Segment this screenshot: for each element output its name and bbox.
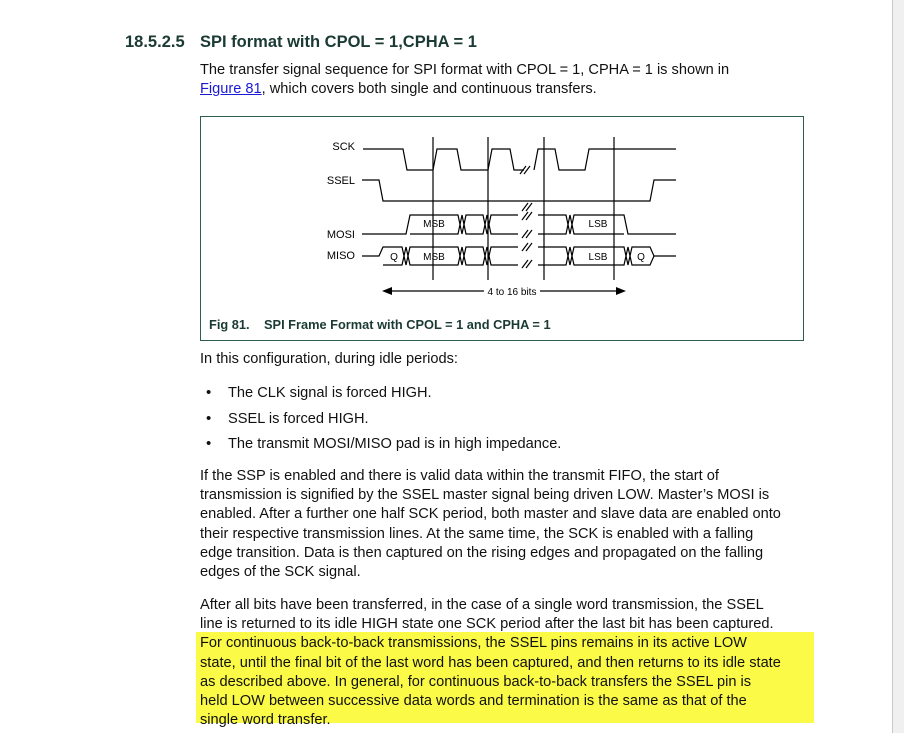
figure-81-link[interactable]: Figure 81 (200, 81, 262, 98)
idle-bullet-list (206, 380, 561, 457)
figure-caption-label: Fig 81. (209, 317, 250, 332)
spi-timing-diagram (0, 0, 904, 340)
figure-caption (209, 317, 551, 332)
mosi-lsb-label: LSB (588, 219, 608, 230)
paragraph-transmission-start: If the SSP is enabled and there is valid data within the transmit FIFO, the start of transmission is signified by the SSEL master signal being driven LOW. Master’s MOSI is enabled. After a further one half SCK period, both master and slave data are enabled onto their respective transmission lines. At the same time, the SCK is enabled with a falling edge transition. Data is then captured on the rising edges and propagated on the falling edges of the SCK signal. (200, 468, 781, 581)
miso-q-end-label: Q (637, 252, 645, 263)
paragraph-transmission-end: After all bits have been transferred, in the case of a single word transmission, the SSEL line is returned to its idle HIGH state one SCK period after the last bit has been captured. For continuous back-to-back transmissions, the SSEL pins remains in its active LOW state, until the final bit of the last word has been captured, and then returns to its idle state as described above. In general, for continuous back-to-back transfers the SSEL pin is held LOW between successive data words and termination is the same as that of the single word transfer. (200, 597, 781, 729)
intro-line-2: , which covers both single and continuous transfers. (261, 81, 597, 98)
vertical-scrollbar[interactable] (892, 0, 904, 733)
bullet-item: • The transmit MOSI/MISO pad is in high impedance. (206, 435, 562, 452)
miso-lsb-label: LSB (588, 252, 608, 263)
bits-range-label: 4 to 16 bits (487, 287, 537, 298)
mosi-msb-label: MSB (423, 219, 445, 230)
bullet-item: • The CLK signal is forced HIGH. (206, 384, 432, 401)
section-number: 18.5.2.5 (125, 33, 185, 51)
bullet-item: • SSEL is forced HIGH. (206, 409, 369, 427)
figure-caption-text: SPI Frame Format with CPOL = 1 and CPHA = 1 (264, 317, 551, 332)
mosi-label: MOSI (326, 229, 355, 241)
intro-line-1: The transfer signal sequence for SPI format with CPOL = 1, CPHA = 1 is shown in (200, 62, 730, 78)
section-title: SPI format with CPOL = 1,CPHA = 1 (200, 33, 477, 51)
sck-label: SCK (332, 141, 355, 153)
miso-label: MISO (326, 250, 355, 262)
ssel-label: SSEL (326, 175, 355, 187)
miso-msb-label: MSB (423, 252, 445, 263)
config-intro: In this configuration, during idle periods: (200, 351, 458, 367)
miso-q-start-label: Q (390, 252, 398, 263)
